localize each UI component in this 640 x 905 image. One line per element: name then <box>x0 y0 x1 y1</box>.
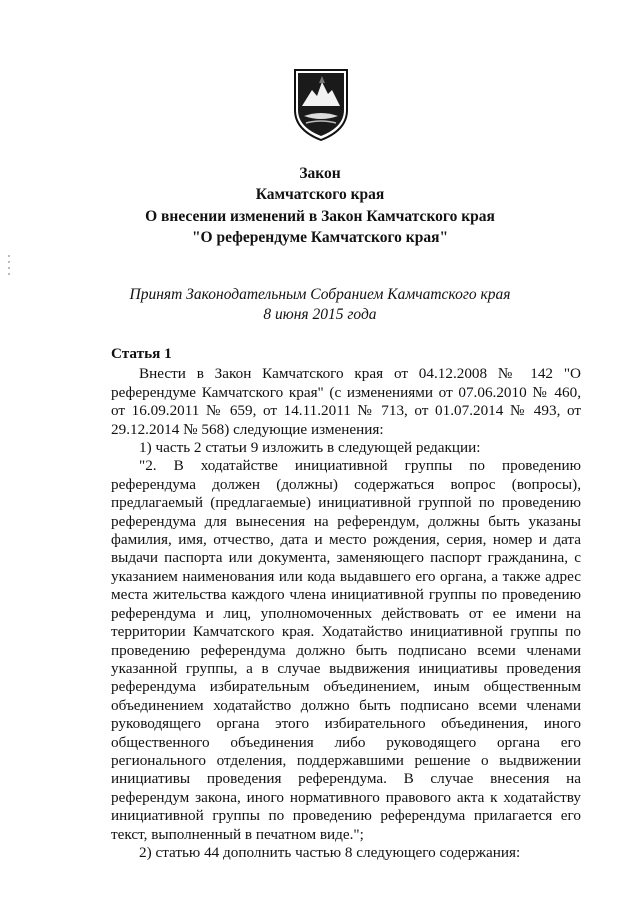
body-paragraph: "2. В ходатайстве инициативной группы по проведению референдума должен (должны) содержаться вопрос (вопросы), предлагаемый (предлагаемые) инициативной группой по проведению референдума для вынесения на референдум, должны быть указаны фамилия, имя, отчество, дата и место рождения, серия, номер и дата выдачи паспорта или документа, заменяющего паспорт гражданина, с указанием наименования или кода выдавшего его органа, а также адрес места жительства каждого члена инициативной группы по проведению референдума и лиц, уполномоченных действовать от ее имени на территории Камчатского края. Ходатайство инициативной группы по проведению референдума должно быть подписано всеми членами указанной группы, а в случае выдвижения инициативы проведения референдума избирательным объединением, иным общественным объединением ходатайство должно быть подписано всеми членами руководящего органа этого избирательного объединения, иного общественного объединения либо руководящего органа его регионального отделения, поддержавшими решение о выдвижении инициативы проведения референдума. В случае внесения на референдум закона, иного нормативного правового акта к ходатайству инициативной группы по проведению референдума прилагается его текст, выполненный в печатном виде."; <box>111 457 581 843</box>
scan-artifact <box>8 255 10 279</box>
adoption-date: 8 июня 2015 года <box>263 306 377 323</box>
law-subtitle <box>0 206 640 248</box>
document-body <box>111 345 581 862</box>
body-paragraph: Внести в Закон Камчатского края от 04.12.2008 № 142 "О референдуме Камчатского края" (с изменениями от 07.06.2010 № 460, от 16.09.2011 № 659, от 14.11.2011 № 713, от 01.07.2014 № 493, от 29.12.2014 № 568) следующие изменения: <box>111 365 581 438</box>
coat-of-arms-emblem <box>292 66 350 142</box>
adoption-line-1: Принят Законодательным Собранием Камчатского края <box>129 286 511 303</box>
article-heading: Статья 1 <box>111 345 172 362</box>
body-paragraph: 2) статью 44 дополнить частью 8 следующего содержания: <box>139 843 521 861</box>
subtitle-line-1: О внесении изменений в Закон Камчатского края <box>145 208 495 225</box>
law-title <box>0 163 640 205</box>
title-line-1: Закон <box>299 165 341 182</box>
title-line-2: Камчатского края <box>255 186 385 203</box>
subtitle-line-2: "О референдуме Камчатского края" <box>191 229 449 246</box>
body-paragraph: 1) часть 2 статьи 9 изложить в следующей редакции: <box>139 439 481 457</box>
adoption-note <box>0 285 640 325</box>
